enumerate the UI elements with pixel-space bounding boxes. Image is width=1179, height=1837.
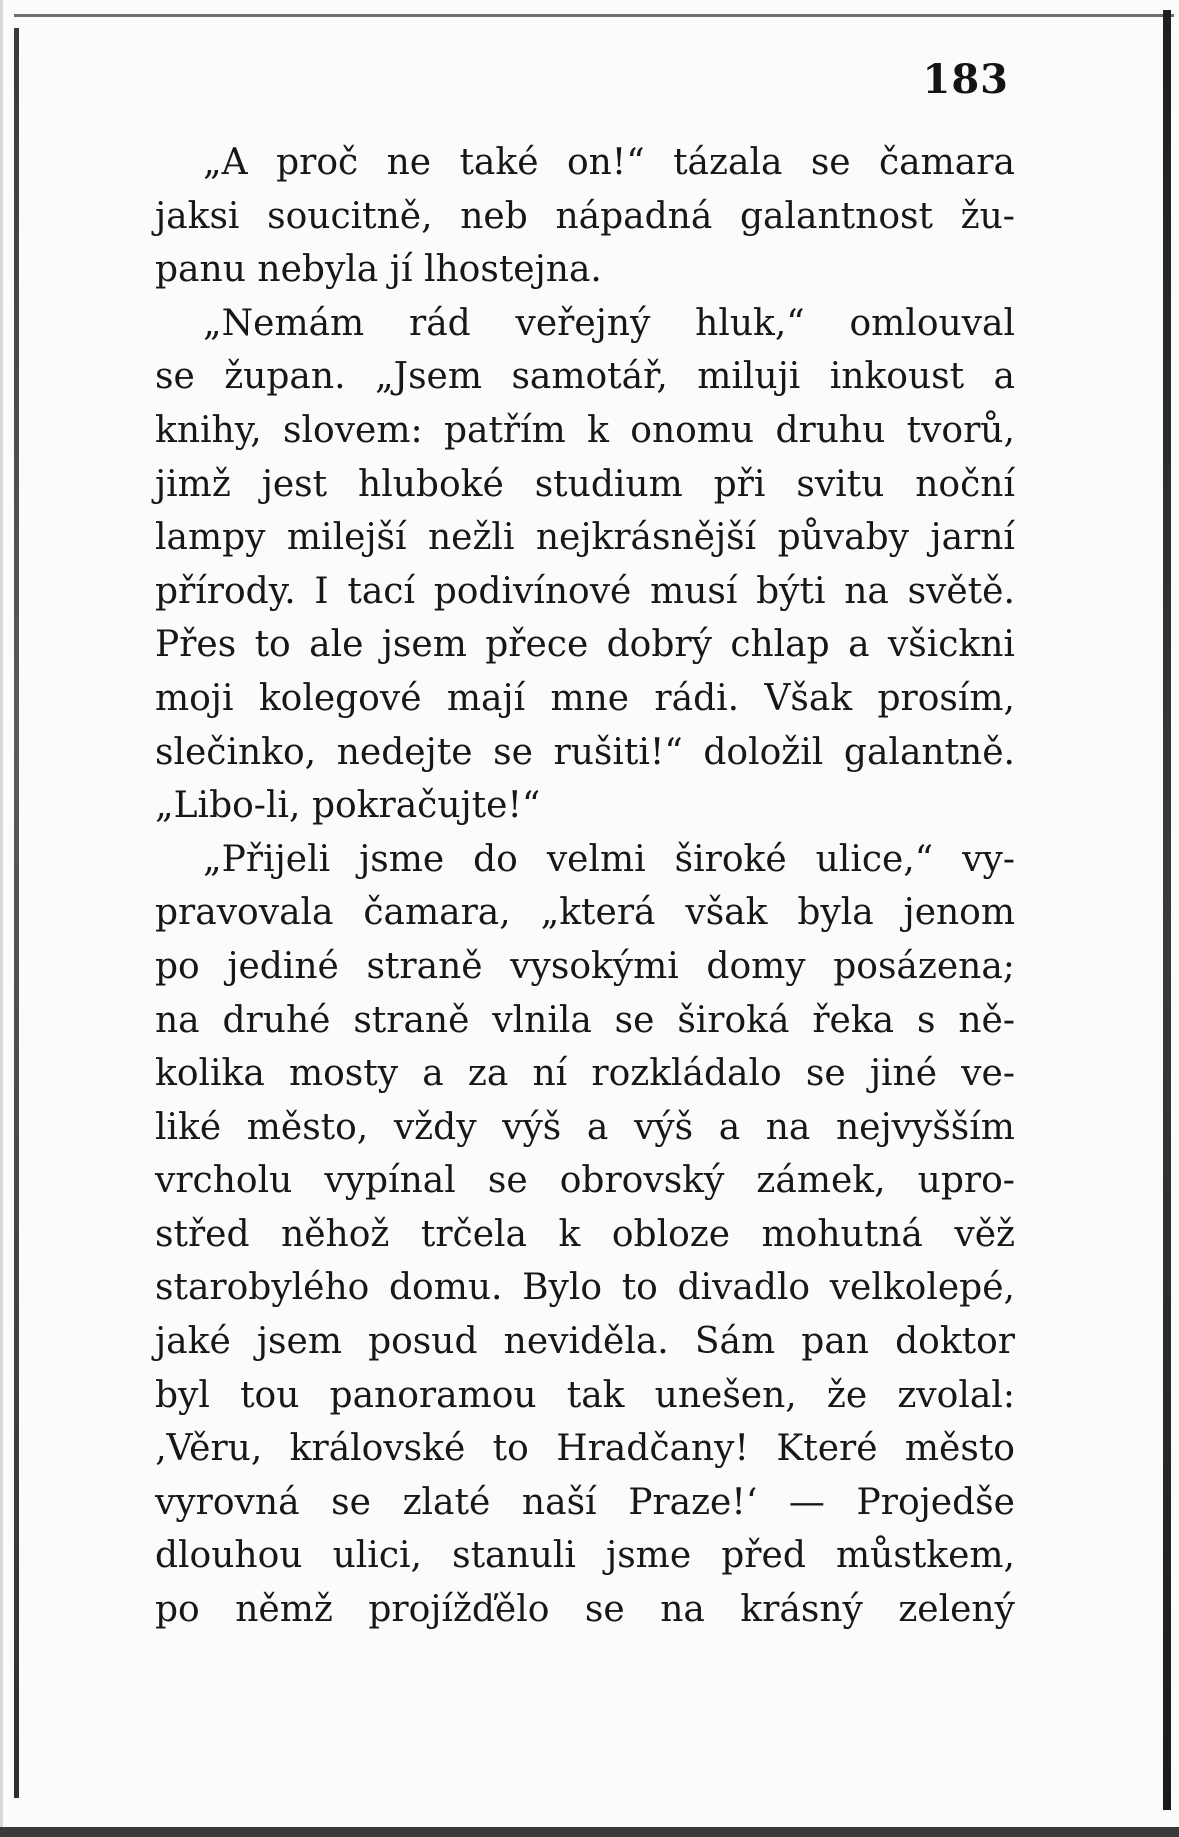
text-line: jaké jsem posud neviděla. Sám pan doktor [155, 1321, 1015, 1363]
scan-edge-left [14, 28, 19, 1798]
text-line: byl tou panoramou tak unešen, že zvolal: [155, 1374, 1015, 1416]
text-line: pravovala čamara, „která však byla jenom [155, 892, 1015, 934]
text-line: panu nebyla jí lhostejna. [155, 249, 602, 291]
text-line: „Nemám rád veřejný hluk,“ omlouval [203, 302, 1015, 344]
text-line: Přes to ale jsem přece dobrý chlap a všickni [155, 624, 1015, 666]
text-line: na druhé straně vlnila se široká řeka s ně- [155, 999, 1015, 1041]
text-line: kolika mosty a za ní rozkládalo se jiné ve- [155, 1053, 1015, 1095]
text-line: po jediné straně vysokými domy posázena; [155, 945, 1015, 987]
text-line: ‚Věru, královské to Hradčany! Které město [155, 1428, 1015, 1470]
text-line: po němž projížďělo se na krásný zelený [155, 1589, 1015, 1631]
text-line: „Přijeli jsme do velmi široké ulice,“ vy- [203, 838, 1015, 880]
text-line: starobylého domu. Bylo to divadlo velkolepé, [155, 1267, 1015, 1309]
scan-edge-bottom [0, 1827, 1179, 1837]
text-line: jimž jest hluboké studium při svitu noční [155, 463, 1015, 505]
scan-edge-right [1163, 10, 1171, 1810]
text-line: „Libo-li, pokračujte!“ [155, 785, 541, 827]
text-line: vyrovná se zlaté naší Praze!‘ — Projedše [155, 1481, 1015, 1523]
text-line: lampy milejší nežli nejkrásnější půvaby jarní [155, 517, 1015, 559]
text-line: přírody. I tací podivínové musí býti na světě. [155, 570, 1015, 612]
body-text [155, 136, 1015, 1637]
text-line: slečinko, nedejte se rušiti!“ doložil galantně. [155, 731, 1015, 773]
text-line: střed něhož trčela k obloze mohutná věž [155, 1213, 1015, 1255]
scan-edge-top [14, 14, 1174, 17]
text-line: knihy, slovem: patřím k onomu druhu tvorů, [155, 409, 1015, 451]
text-line: jaksi soucitně, neb nápadná galantnost žu- [155, 195, 1015, 237]
page-number: 183 [922, 56, 1009, 103]
text-line: vrcholu vypínal se obrovský zámek, upro- [155, 1160, 1015, 1202]
text-line: se župan. „Jsem samotář, miluji inkoust a [155, 356, 1015, 398]
text-line: dlouhou ulici, stanuli jsme před můstkem, [155, 1535, 1015, 1577]
scan-edge-left-outer [0, 0, 3, 1837]
text-line: „A proč ne také on!“ tázala se čamara [203, 142, 1015, 183]
text-line: liké město, vždy výš a výš a na nejvyšším [155, 1106, 1015, 1148]
text-line: moji kolegové mají mne rádi. Však prosím, [155, 677, 1015, 719]
